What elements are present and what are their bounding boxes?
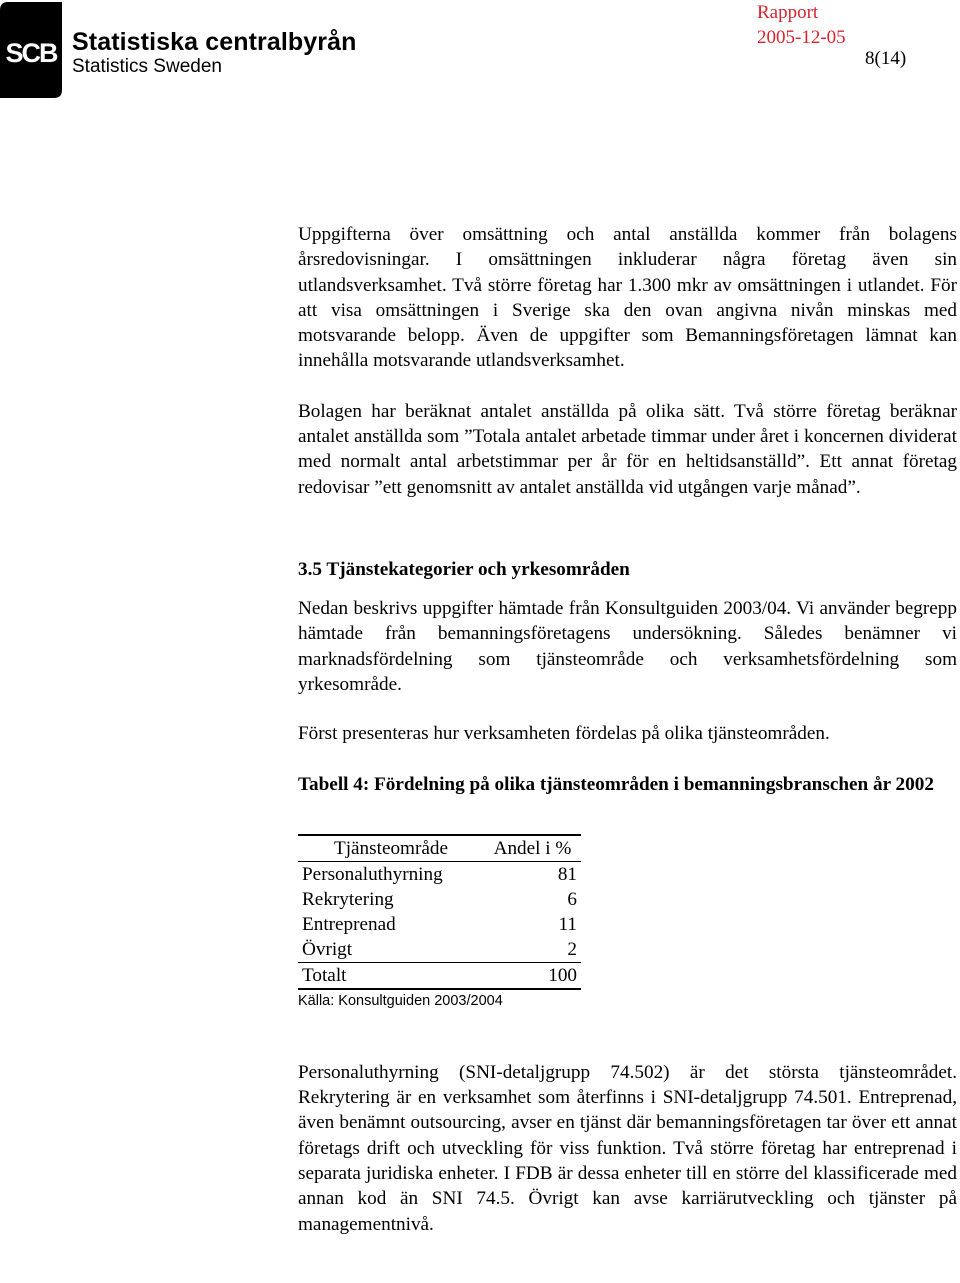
table-row [298,937,581,963]
cell-share: 11 [558,913,577,935]
paragraph-service-areas: Personaluthyrning (SNI-detaljgrupp 74.502) är det största tjänsteområdet. Rekrytering är en verksamhet som återfinns i SNI-detaljgrupp 74.501. Entreprenad, även benämnt outsourcing, avser en tjänst där bemanningsföretagen tar över ett annat företags drift och utveckling för viss funktion. Två större företag har entreprenad i separata juridiska enheter. I FDB är dessa enheter till en större del klassificerade med annan kod än SNI 74.5. Övrigt kan avse karriärutveckling och tjänster på managementnivå. [298,1061,957,1235]
paragraph-revenue: Uppgifterna över omsättning och antal anställda kommer från bolagens årsredovisningar. I omsättningen inkluderar några företag även sin utlandsverksamhet. Två större företag har 1.300 mkr av omsättningen i utlandet. För att visa omsättningen i Sverige ska den ovan angivna nivån minskas med motsvarande belopp. Även de uppgifter som Bemanningsföretagen lämnat kan innehålla motsvarande utlandsverksamhet. [298,224,957,372]
section-heading: 3.5 Tjänstekategorier och yrkesområden [298,558,630,580]
table-source: Källa: Konsultguiden 2003/2004 [298,992,503,1009]
cell-area: Entreprenad [302,913,396,935]
org-name-english: Statistics Sweden [72,56,222,77]
document-body [298,222,957,1237]
cell-total-value: 100 [484,962,581,989]
table-row [298,887,581,912]
cell-area: Personaluthyrning [302,863,443,885]
org-name: Statistiska centralbyrån [72,28,357,56]
table-row [298,861,581,887]
column-header-share: Andel i % [484,835,581,862]
table-total-row [298,962,581,989]
cell-share: 2 [567,938,577,960]
cell-share: 81 [557,863,577,885]
column-header-area: Tjänsteområde [298,835,484,862]
cell-total-label: Totalt [298,962,484,989]
cell-share: 6 [567,888,577,910]
scb-badge-icon [0,2,62,98]
page-number: 8(14) [865,48,907,69]
service-area-table [298,834,581,990]
scb-logo [0,2,400,102]
paragraph-presentation: Först presenteras hur verksamheten fördelas på olika tjänsteområden. [298,723,830,745]
cell-area: Rekrytering [302,888,394,910]
table-header-row [298,835,581,862]
document-meta [757,0,957,69]
doc-date: 2005-12-05 [757,27,846,48]
paragraph-intro: Nedan beskrivs uppgifter hämtade från Konsultguiden 2003/04. Vi använder begrepp hämtade från bemanningsföretagens undersökning. Således benämner vi marknadsfördelning som tjänsteområde och verksamhetsfördelning som yrkesområde. [298,597,957,695]
table-caption: Tabell 4: Fördelning på olika tjänsteområden i bemanningsbranschen år 2002 [298,774,934,796]
paragraph-employees: Bolagen har beräknat antalet anställda på olika sätt. Två större företag beräknar antalet anställda som ”Totala antalet arbetade timmar under året i koncernen dividerat med normalt antal arbetstimmar per år för en heltidsanställd”. Ett annat företag redovisar ”ett genomsnitt av antalet anställda vid utgången varje månad”. [298,400,957,498]
table-row [298,912,581,937]
doc-type: Rapport [757,2,819,23]
logo-badge-text: SCB [5,38,57,68]
cell-area: Övrigt [302,938,353,960]
